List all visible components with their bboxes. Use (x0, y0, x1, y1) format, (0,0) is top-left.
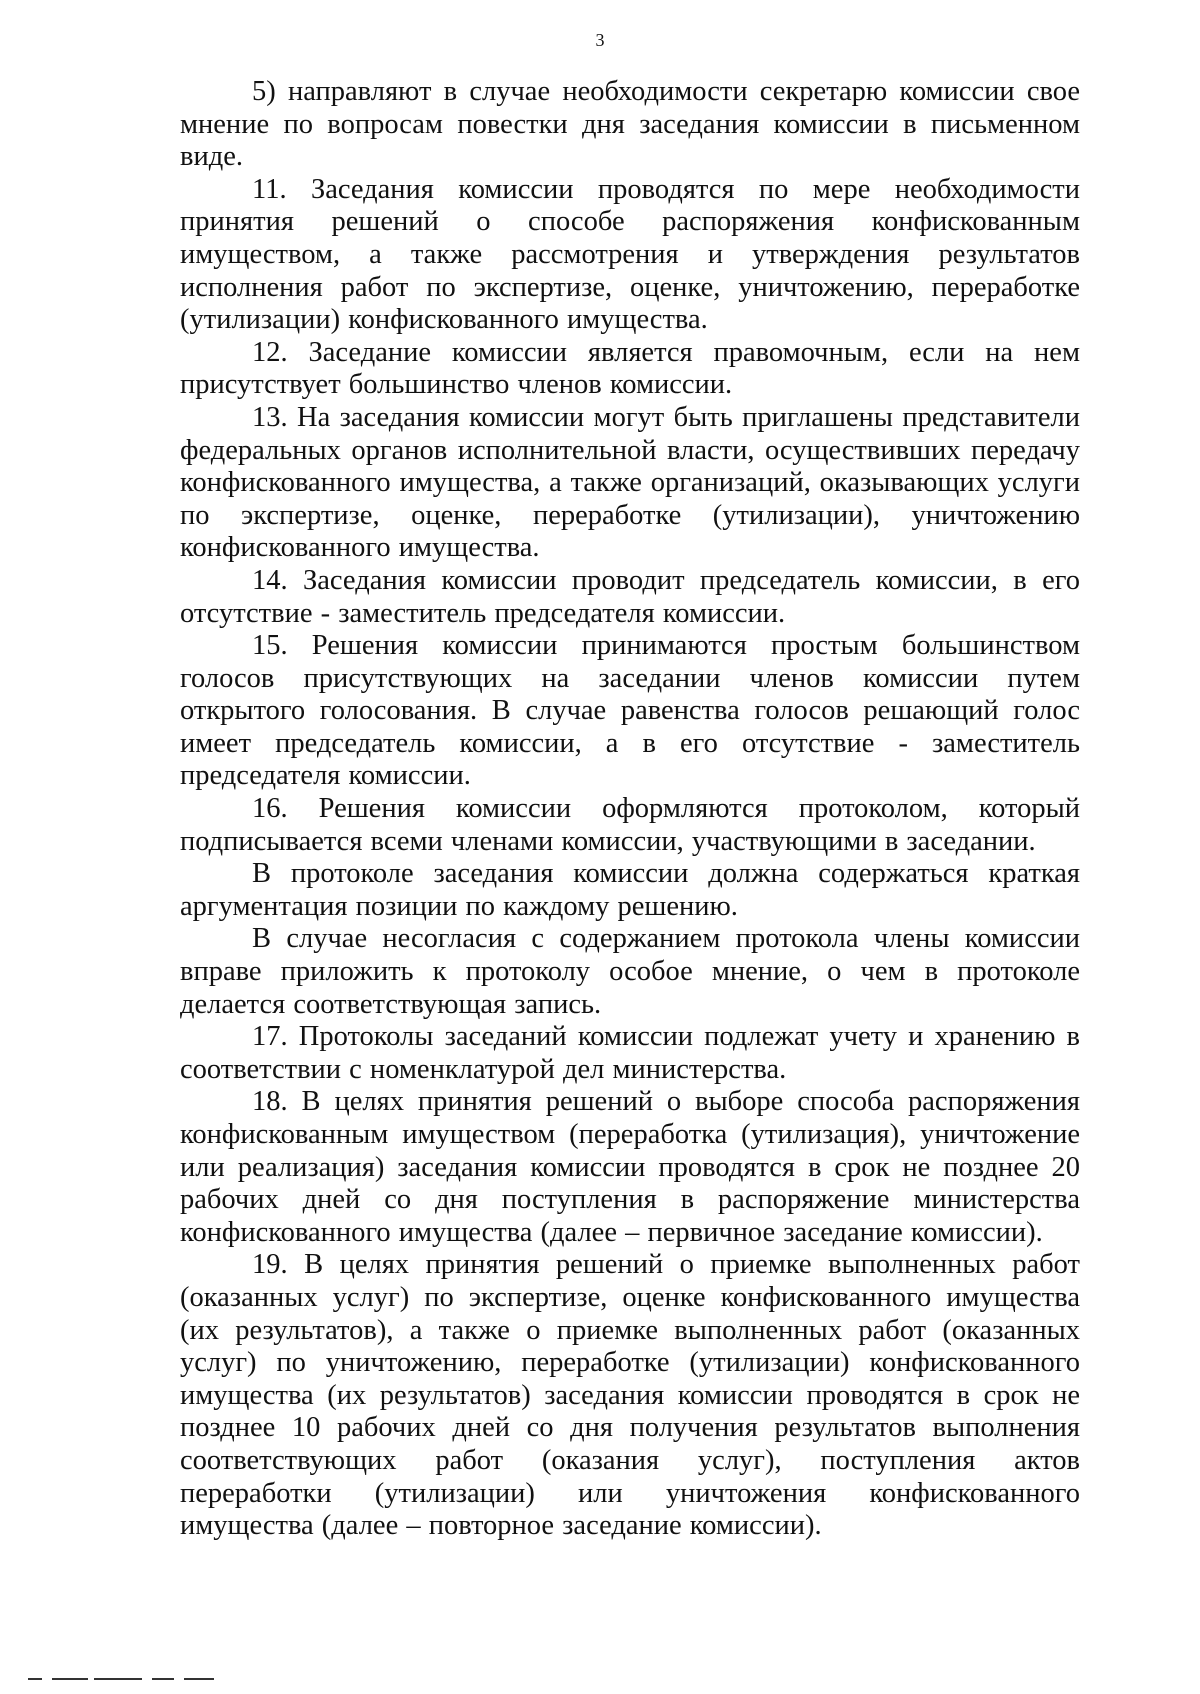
paragraph-item-5: 5) направляют в случае необходимости секретарю комиссии свое мнение по вопросам повестки дня заседания комиссии в письменном виде. (180, 76, 1080, 173)
paragraph-19: 19. В целях принятия решений о приемке выполненных работ (оказанных услуг) по экспертизе, оценке конфискованного имущества (их результатов), а также о приемке выполненных работ (оказанных услуг) по уничтожению, переработке (утилизации) конфискованного имущества (их результатов) заседания комиссии проводятся в срок не позднее 10 рабочих дней со дня получения результатов выполнения соответствующих работ (оказания услуг), поступления актов переработки (утилизации) или уничтожения конфискованного имущества (далее – повторное заседание комиссии). (180, 1249, 1080, 1542)
paragraph-11: 11. Заседания комиссии проводятся по мере необходимости принятия решений о способе распоряжения конфискованным имуществом, а также рассмотрения и утверждения результатов исполнения работ по экспертизе, оценке, уничтожению, переработке (утилизации) конфискованного имущества. (180, 173, 1080, 336)
paragraph-16-dissent: В случае несогласия с содержанием протокола члены комиссии вправе приложить к протоколу особое мнение, о чем в протоколе делается соответствующая запись. (180, 923, 1080, 1020)
paragraph-13: 13. На заседания комиссии могут быть приглашены представители федеральных органов исполнительной власти, осуществивших передачу конфискованного имущества, а также организаций, оказывающих услуги по экспертизе, оценке, переработке (утилизации), уничтожению конфискованного имущества. (180, 401, 1080, 564)
paragraph-18: 18. В целях принятия решений о выборе способа распоряжения конфискованным имуществом (переработка (утилизация), уничтожение или реализация) заседания комиссии проводятся в срок не позднее 20 рабочих дней со дня поступления в распоряжение министерства конфискованного имущества (далее – первичное заседание комиссии). (180, 1086, 1080, 1248)
document-body (180, 76, 1080, 1543)
paragraph-16-protocol-content: В протоколе заседания комиссии должна содержаться краткая аргументация позиции по каждому решению. (180, 858, 1080, 922)
paragraph-16: 16. Решения комиссии оформляются протоколом, который подписывается всеми членами комиссии, участвующими в заседании. (180, 793, 1080, 857)
paragraph-12: 12. Заседание комиссии является правомочным, если на нем присутствует большинство членов комиссии. (180, 336, 1080, 401)
page-number: 3 (595, 30, 605, 50)
scan-artifact-lines (28, 1678, 228, 1682)
paragraph-17: 17. Протоколы заседаний комиссии подлежат учету и хранению в соответствии с номенклатурой дел министерства. (180, 1021, 1080, 1085)
paragraph-14: 14. Заседания комиссии проводит председатель комиссии, в его отсутствие - заместитель председателя комиссии. (180, 564, 1080, 629)
paragraph-15: 15. Решения комиссии принимаются простым большинством голосов присутствующих на заседании членов комиссии путем открытого голосования. В случае равенства голосов решающий голос имеет председатель комиссии, а в его отсутствие - заместитель председателя комиссии. (180, 630, 1080, 792)
